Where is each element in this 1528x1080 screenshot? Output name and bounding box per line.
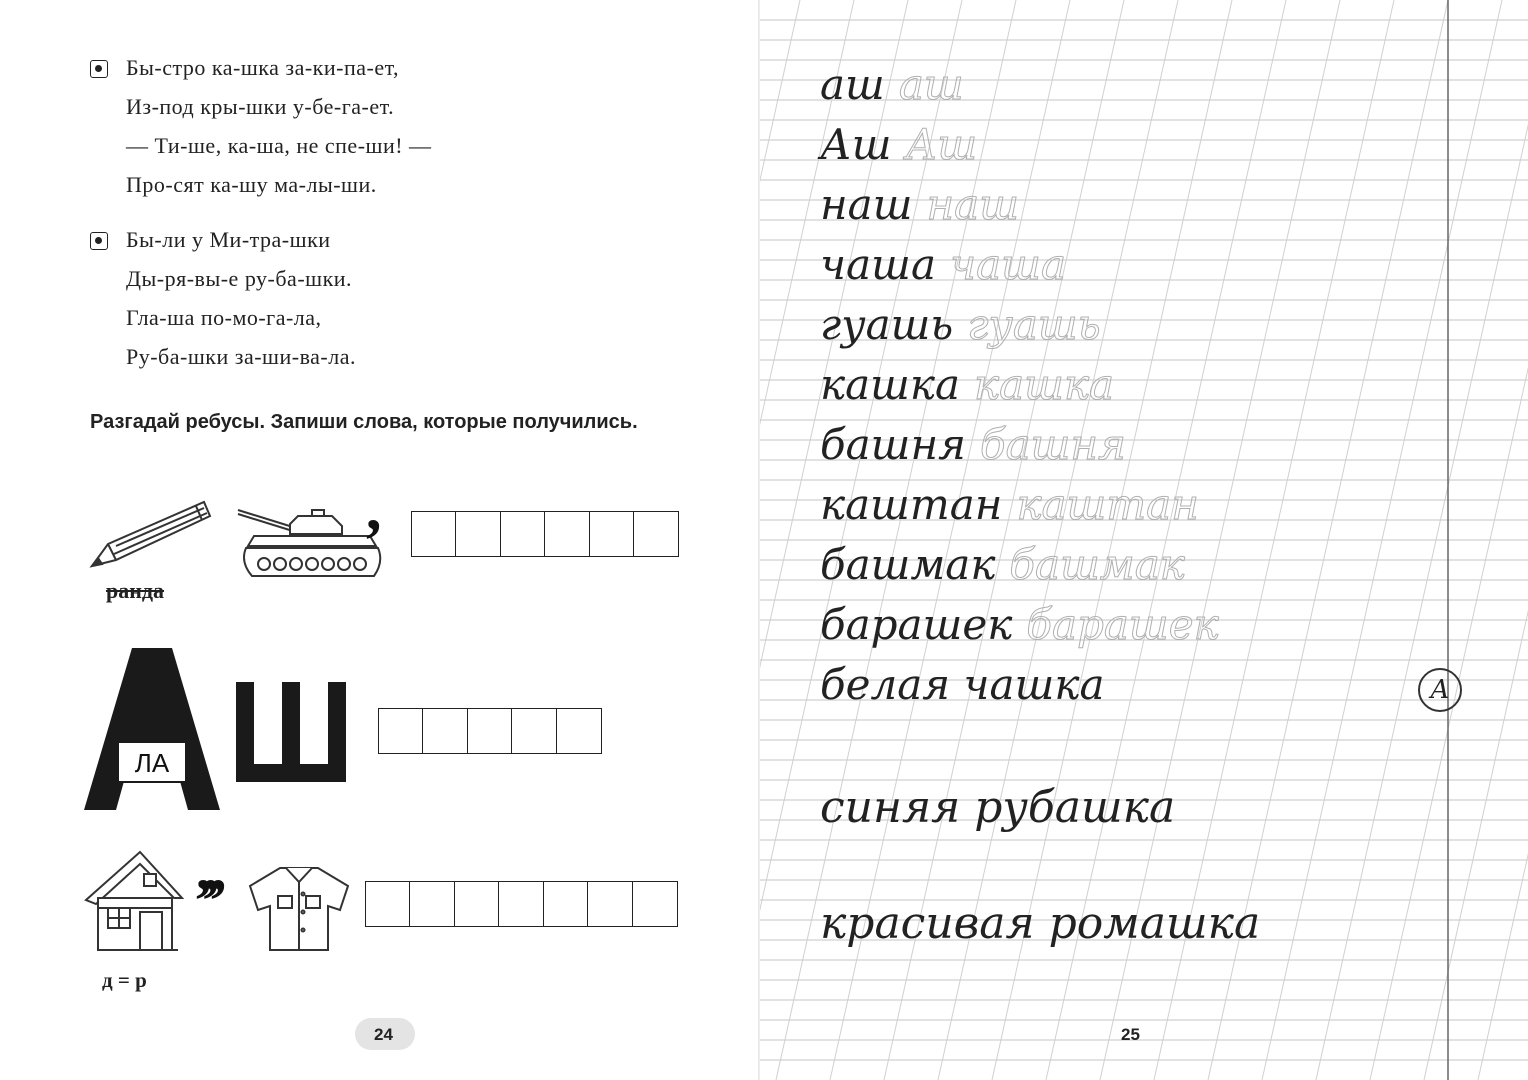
answer-cell[interactable] [633, 511, 679, 557]
practice-line [820, 60, 964, 109]
practice-line [820, 180, 1019, 229]
big-letter-sh [236, 682, 346, 782]
tank-icon [234, 500, 384, 586]
pencil-icon [86, 494, 216, 574]
sample-word: гуашь [820, 300, 954, 349]
poem-line: Ды-ря-вы-е ру-ба-шки. [126, 266, 353, 291]
practice-line [820, 120, 977, 169]
poem-line: — Ти-ше, ка-ша, не спе-ши! — [126, 133, 432, 158]
answer-cell[interactable] [455, 511, 501, 557]
answer-cells-1[interactable] [412, 511, 679, 557]
page-number: 25 [1121, 1025, 1140, 1044]
practice-line [820, 240, 1066, 289]
shirt-icon [244, 864, 354, 954]
sample-word: барашек [820, 600, 1013, 649]
practice-line [820, 540, 1185, 589]
poem-line: Ру-ба-шки за-ши-ва-ла. [126, 344, 357, 369]
sample-word: белая чашка [820, 660, 1105, 709]
practice-line [820, 600, 1219, 649]
sample-word: башня [820, 420, 966, 469]
poem-line: Про-сят ка-шу ма-лы-ши. [126, 172, 377, 197]
practice-line [820, 300, 1101, 349]
right-page [760, 0, 1528, 1080]
trace-word[interactable]: чаша [950, 240, 1066, 289]
bullet-icon [90, 60, 108, 78]
sample-word: чаша [820, 240, 936, 289]
answer-cell[interactable] [544, 511, 590, 557]
sample-word: аш [820, 60, 885, 109]
sample-word: Аш [820, 120, 892, 169]
rebus-commas: ,,, [196, 835, 219, 903]
rebus-caption: д = р [102, 968, 147, 992]
bullet-icon [90, 232, 108, 250]
left-page [0, 0, 760, 1080]
trace-word[interactable]: Аш [905, 120, 978, 169]
practice-line [820, 660, 1105, 709]
poem-2 [90, 220, 356, 376]
answer-cell[interactable] [422, 708, 468, 754]
answer-cell[interactable] [467, 708, 513, 754]
answer-cell[interactable] [365, 881, 411, 927]
rebus-caption: ранда [106, 578, 165, 603]
sample-word: кашка [820, 360, 961, 409]
poem-1 [90, 48, 432, 204]
trace-word[interactable]: аш [898, 60, 964, 109]
trace-word[interactable]: каштан [1016, 480, 1199, 529]
big-letter-a [84, 648, 220, 810]
answer-cell[interactable] [543, 881, 589, 927]
answer-cell[interactable] [454, 881, 500, 927]
practice-line [820, 420, 1126, 469]
answer-cell[interactable] [511, 708, 557, 754]
trace-word[interactable]: наш [926, 180, 1019, 229]
answer-cell[interactable] [378, 708, 424, 754]
answer-cell[interactable] [587, 881, 633, 927]
trace-word[interactable]: башня [979, 420, 1126, 469]
answer-cells-2[interactable] [379, 708, 602, 754]
answer-cell[interactable] [556, 708, 602, 754]
answer-cells-3[interactable] [366, 881, 678, 927]
trace-word[interactable]: гуашь [967, 300, 1101, 349]
house-icon [82, 848, 186, 956]
answer-cell[interactable] [589, 511, 635, 557]
phrase-2: красивая ромашка [820, 898, 1261, 949]
phrase-1: синяя рубашка [820, 782, 1176, 833]
poem-line: Гла-ша по-мо-га-ла, [126, 305, 322, 330]
poem-line: Бы-стро ка-шка за-ки-па-ет, [126, 55, 400, 80]
answer-cell[interactable] [409, 881, 455, 927]
practice-line [820, 360, 1114, 409]
answer-cell[interactable] [411, 511, 457, 557]
trace-word[interactable]: башмак [1009, 540, 1185, 589]
trace-word[interactable]: кашка [974, 360, 1115, 409]
practice-line [820, 480, 1199, 529]
rebus-inner-text: ЛА [134, 748, 170, 778]
task-instruction: Разгадай ребусы. Запиши слова, которые получились. [90, 411, 638, 433]
rebus-comma: , [366, 475, 382, 543]
page-number: 24 [374, 1025, 393, 1044]
letter-circle-badge: А [1418, 668, 1462, 712]
sample-word: каштан [820, 480, 1003, 529]
sample-word: башмак [820, 540, 996, 589]
answer-cell[interactable] [632, 881, 678, 927]
trace-word[interactable]: барашек [1026, 600, 1219, 649]
poem-line: Из-под кры-шки у-бе-га-ет. [126, 94, 395, 119]
poem-line: Бы-ли у Ми-тра-шки [126, 227, 331, 252]
answer-cell[interactable] [498, 881, 544, 927]
sample-word: наш [820, 180, 913, 229]
answer-cell[interactable] [500, 511, 546, 557]
